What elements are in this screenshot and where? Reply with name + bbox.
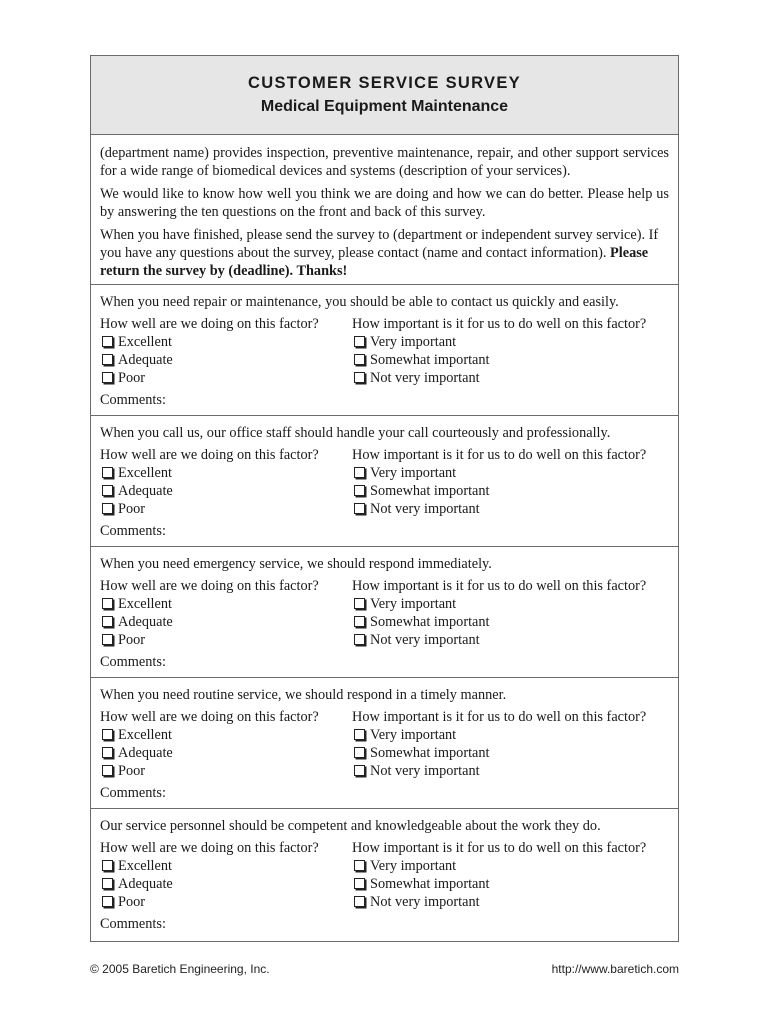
checkbox-icon[interactable] (354, 598, 365, 609)
performance-column (100, 839, 352, 911)
question-block (91, 809, 678, 941)
importance-column (352, 315, 669, 387)
checkbox-icon[interactable] (354, 354, 365, 365)
option-label: Not very important (370, 370, 480, 386)
performance-column (100, 446, 352, 518)
importance-option[interactable] (352, 369, 669, 387)
performance-option[interactable] (100, 595, 352, 613)
importance-option[interactable] (352, 875, 669, 893)
question-block (91, 416, 678, 547)
option-label: Somewhat important (370, 614, 490, 630)
checkbox-icon[interactable] (102, 747, 113, 758)
importance-option[interactable] (352, 500, 669, 518)
checkbox-icon[interactable] (102, 372, 113, 383)
option-label: Adequate (118, 352, 173, 368)
importance-column (352, 577, 669, 649)
comments-label[interactable]: Comments: (100, 523, 166, 539)
performance-column (100, 315, 352, 387)
importance-option[interactable] (352, 762, 669, 780)
checkbox-icon[interactable] (354, 616, 365, 627)
performance-option[interactable] (100, 875, 352, 893)
performance-option[interactable] (100, 333, 352, 351)
question-statement: Our service personnel should be competent and knowledgeable about the work they do. (100, 818, 601, 834)
checkbox-icon[interactable] (354, 878, 365, 889)
checkbox-icon[interactable] (102, 896, 113, 907)
option-label: Excellent (118, 465, 172, 481)
checkbox-icon[interactable] (354, 485, 365, 496)
importance-option[interactable] (352, 857, 669, 875)
option-label: Poor (118, 894, 146, 910)
checkbox-icon[interactable] (354, 765, 365, 776)
checkbox-icon[interactable] (354, 634, 365, 645)
question-statement: When you need emergency service, we should respond immediately. (100, 556, 492, 572)
importance-option[interactable] (352, 744, 669, 762)
performance-option[interactable] (100, 500, 352, 518)
question-columns (100, 446, 669, 518)
intro-section (91, 135, 678, 285)
importance-column (352, 839, 669, 911)
performance-question: How well are we doing on this factor? (100, 709, 319, 725)
option-label: Not very important (370, 632, 480, 648)
question-columns (100, 708, 669, 780)
question-columns (100, 839, 669, 911)
question-columns (100, 577, 669, 649)
importance-question: How important is it for us to do well on this factor? (352, 709, 647, 725)
option-label: Adequate (118, 745, 173, 761)
option-label: Very important (370, 727, 457, 743)
survey-title: CUSTOMER SERVICE SURVEY (248, 74, 521, 92)
return-deadline-note: Please return the survey by (deadline). Thanks! (100, 245, 649, 279)
importance-question: How important is it for us to do well on this factor? (352, 316, 647, 332)
checkbox-icon[interactable] (102, 598, 113, 609)
checkbox-icon[interactable] (102, 878, 113, 889)
checkbox-icon[interactable] (102, 503, 113, 514)
option-label: Very important (370, 596, 457, 612)
checkbox-icon[interactable] (102, 634, 113, 645)
checkbox-icon[interactable] (102, 729, 113, 740)
option-label: Poor (118, 501, 146, 517)
option-label: Adequate (118, 876, 173, 892)
checkbox-icon[interactable] (102, 336, 113, 347)
question-block (91, 678, 678, 809)
checkbox-icon[interactable] (354, 860, 365, 871)
option-label: Very important (370, 334, 457, 350)
survey-header (91, 56, 678, 135)
checkbox-icon[interactable] (354, 503, 365, 514)
checkbox-icon[interactable] (354, 467, 365, 478)
performance-option[interactable] (100, 351, 352, 369)
comments-label[interactable]: Comments: (100, 392, 166, 408)
intro-paragraph-3 (100, 226, 669, 280)
checkbox-icon[interactable] (354, 747, 365, 758)
performance-option[interactable] (100, 369, 352, 387)
performance-question: How well are we doing on this factor? (100, 840, 319, 856)
option-label: Poor (118, 632, 146, 648)
survey-subtitle: Medical Equipment Maintenance (260, 98, 509, 115)
performance-option[interactable] (100, 744, 352, 762)
option-label: Not very important (370, 894, 480, 910)
performance-question: How well are we doing on this factor? (100, 316, 319, 332)
performance-option[interactable] (100, 726, 352, 744)
option-label: Not very important (370, 763, 480, 779)
performance-option[interactable] (100, 464, 352, 482)
importance-option[interactable] (352, 893, 669, 911)
option-label: Very important (370, 858, 457, 874)
performance-option[interactable] (100, 893, 352, 911)
performance-option[interactable] (100, 857, 352, 875)
option-label: Somewhat important (370, 745, 490, 761)
importance-column (352, 446, 669, 518)
checkbox-icon[interactable] (354, 372, 365, 383)
option-label: Excellent (118, 727, 172, 743)
checkbox-icon[interactable] (102, 616, 113, 627)
intro-paragraph-2: We would like to know how well you think we are doing and how we can do better. Please help us by answering the ten questions on the front and back of this survey. (100, 186, 669, 220)
questions-list (91, 285, 678, 941)
performance-column (100, 708, 352, 780)
website-url: http://www.baretich.com (551, 962, 679, 976)
checkbox-icon[interactable] (102, 354, 113, 365)
option-label: Adequate (118, 614, 173, 630)
question-statement: When you need repair or maintenance, you should be able to contact us quickly and easily. (100, 294, 619, 310)
intro-paragraph-1: (department name) provides inspection, preventive maintenance, repair, and other support services for a wide range of biomedical devices and systems (description of your services). (100, 145, 669, 179)
survey-form (90, 55, 679, 942)
option-label: Somewhat important (370, 483, 490, 499)
importance-option[interactable] (352, 631, 669, 649)
checkbox-icon[interactable] (102, 467, 113, 478)
comments-label[interactable]: Comments: (100, 654, 166, 670)
option-label: Poor (118, 763, 146, 779)
option-label: Very important (370, 465, 457, 481)
option-label: Excellent (118, 596, 172, 612)
comments-label[interactable]: Comments: (100, 785, 166, 801)
importance-option[interactable] (352, 333, 669, 351)
page-footer (90, 962, 679, 976)
performance-question: How well are we doing on this factor? (100, 447, 319, 463)
importance-option[interactable] (352, 482, 669, 500)
performance-option[interactable] (100, 631, 352, 649)
option-label: Excellent (118, 334, 172, 350)
importance-option[interactable] (352, 613, 669, 631)
option-label: Not very important (370, 501, 480, 517)
performance-option[interactable] (100, 613, 352, 631)
importance-option[interactable] (352, 726, 669, 744)
option-label: Somewhat important (370, 876, 490, 892)
option-label: Somewhat important (370, 352, 490, 368)
question-columns (100, 315, 669, 387)
importance-option[interactable] (352, 351, 669, 369)
importance-option[interactable] (352, 595, 669, 613)
performance-option[interactable] (100, 762, 352, 780)
importance-question: How important is it for us to do well on this factor? (352, 578, 647, 594)
option-label: Excellent (118, 858, 172, 874)
question-statement: When you need routine service, we should respond in a timely manner. (100, 687, 507, 703)
option-label: Adequate (118, 483, 173, 499)
question-statement: When you call us, our office staff should handle your call courteously and professionally. (100, 425, 611, 441)
checkbox-icon[interactable] (102, 765, 113, 776)
intro-paragraph-3-text: When you have finished, please send the survey to (department or independent survey service). If you have any questions about the survey, please contact (name and contact information). (100, 227, 659, 261)
importance-question: How important is it for us to do well on this factor? (352, 840, 647, 856)
copyright-notice: © 2005 Baretich Engineering, Inc. (90, 962, 270, 976)
option-label: Poor (118, 370, 146, 386)
importance-question: How important is it for us to do well on this factor? (352, 447, 647, 463)
checkbox-icon[interactable] (102, 860, 113, 871)
importance-column (352, 708, 669, 780)
performance-column (100, 577, 352, 649)
importance-option[interactable] (352, 464, 669, 482)
comments-label[interactable]: Comments: (100, 916, 166, 932)
question-block (91, 285, 678, 416)
checkbox-icon[interactable] (354, 336, 365, 347)
performance-question: How well are we doing on this factor? (100, 578, 319, 594)
checkbox-icon[interactable] (354, 896, 365, 907)
performance-option[interactable] (100, 482, 352, 500)
checkbox-icon[interactable] (354, 729, 365, 740)
question-block (91, 547, 678, 678)
checkbox-icon[interactable] (102, 485, 113, 496)
